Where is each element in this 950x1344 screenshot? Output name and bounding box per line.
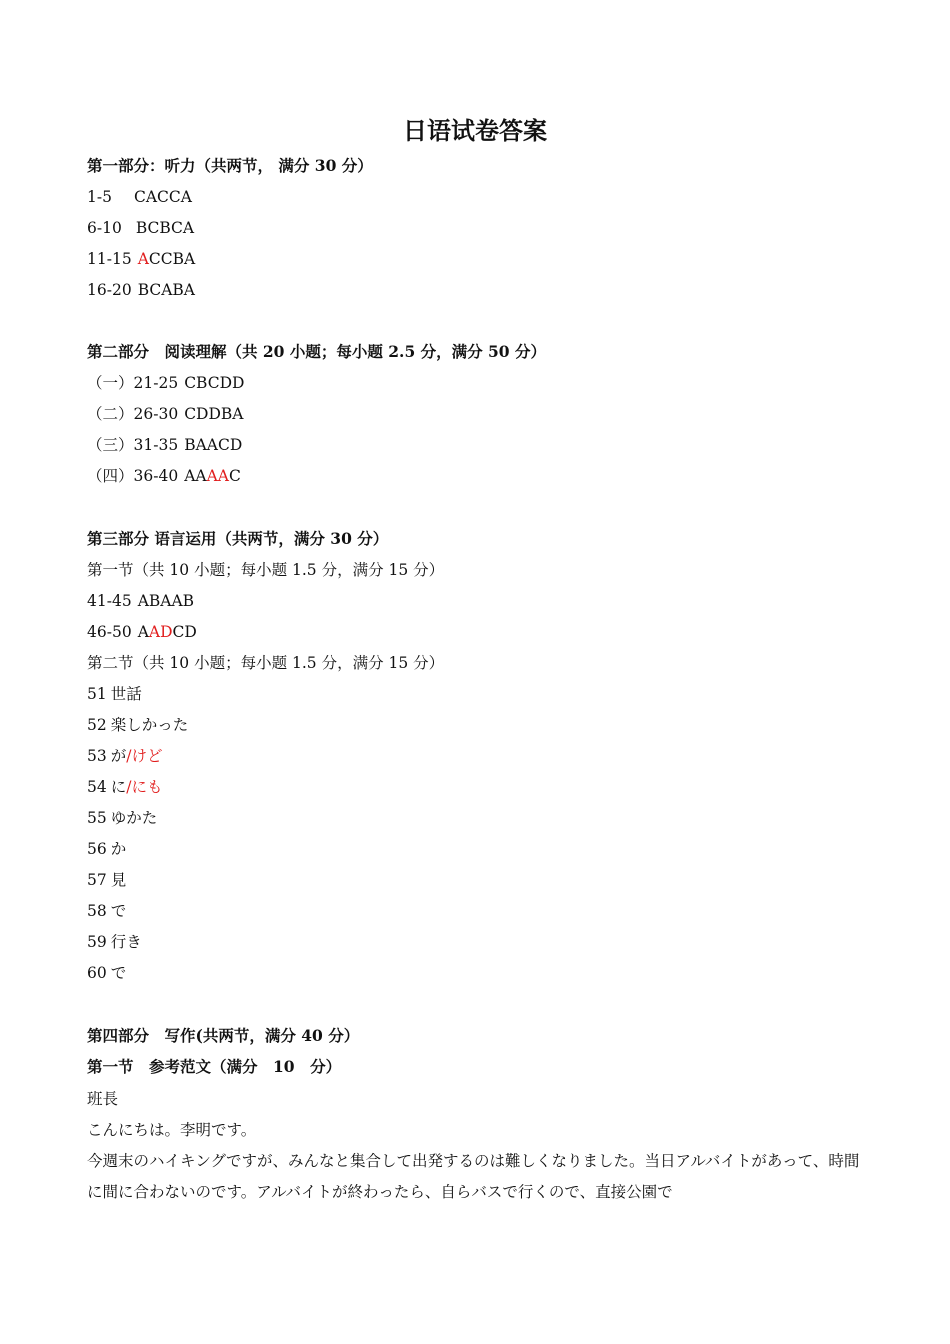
answer-letters: BAACD (184, 436, 243, 454)
answer-range: （一）21-25 (87, 374, 179, 392)
fill-answer (87, 776, 162, 798)
fill-answer (87, 745, 162, 767)
essay-salutation: 班長 (87, 1090, 119, 1108)
answer-text: 見 (110, 871, 127, 889)
answer-range: 11-15 (87, 250, 132, 268)
answer-range: （二）26-30 (87, 405, 179, 423)
question-number: 56 (87, 840, 107, 858)
part1-heading: 第一部分：听力（共两节， 满分 30 分） (87, 156, 373, 175)
answer-row (87, 590, 194, 612)
question-number: 57 (87, 871, 107, 889)
fill-answer (87, 931, 142, 953)
fill-answer (87, 683, 142, 705)
answer-row (87, 248, 195, 270)
answer-row (87, 434, 242, 456)
answer-range: （四）36-40 (87, 467, 179, 485)
question-number: 60 (87, 964, 107, 982)
answer-range: 1-5 (87, 188, 112, 206)
question-number: 54 (87, 778, 107, 796)
essay-body: 今週末のハイキングですが、みんなと集合して出発するのは難しくなりました。当日アルバイトがあって、時間に間に合わないのです。アルバイトが終わったら、自らバスで行くので、直接公園で (87, 1152, 860, 1201)
answer-letters: CDDBA (184, 405, 244, 423)
question-number: 53 (87, 747, 107, 765)
fill-answer (87, 838, 126, 860)
fill-answer (87, 714, 188, 736)
part2-heading: 第二部分 阅读理解（共 20 小题；每小题 2.5 分，满分 50 分） (87, 342, 546, 361)
answer-row (87, 279, 195, 301)
answer-letters: BCABA (137, 281, 196, 299)
alternate-answer: /にも (126, 778, 163, 796)
section-heading: 第二节（共 10 小题；每小题 1.5 分，满分 15 分） (87, 654, 445, 672)
question-number: 59 (87, 933, 107, 951)
answer-range: （三）31-35 (87, 436, 179, 454)
answer-text: に (110, 778, 127, 796)
corrected-answer: AD (148, 623, 173, 641)
answer-text: 楽しかった (110, 716, 189, 734)
answer-letters: C (228, 467, 241, 485)
answer-letters: BCBCA (135, 219, 195, 237)
section-heading: 第一节 参考范文（满分 10 分） (87, 1057, 342, 1076)
answer-letters: CCBA (148, 250, 196, 268)
answer-letters: CD (172, 623, 197, 641)
answer-text: が (110, 747, 127, 765)
question-number: 55 (87, 809, 107, 827)
answer-text: か (110, 840, 127, 858)
answer-letters: A (137, 623, 149, 641)
answer-range: 6-10 (87, 219, 122, 237)
answer-range: 46-50 (87, 623, 132, 641)
question-number: 51 (87, 685, 107, 703)
essay-greeting: こんにちは。李明です。 (87, 1121, 257, 1139)
answer-row (87, 403, 244, 425)
part3-heading: 第三部分 语言运用（共两节，满分 30 分） (87, 529, 389, 548)
answer-range: 16-20 (87, 281, 132, 299)
fill-answer (87, 869, 126, 891)
answer-letters: AA (184, 467, 207, 485)
answer-text: で (110, 902, 127, 920)
answer-text: 世話 (110, 685, 142, 703)
corrected-answer: AA (206, 467, 229, 485)
answer-row (87, 186, 192, 208)
answer-row (87, 621, 197, 643)
answer-text: で (110, 964, 127, 982)
question-number: 58 (87, 902, 107, 920)
question-number: 52 (87, 716, 107, 734)
fill-answer (87, 900, 126, 922)
answer-row (87, 465, 241, 487)
answer-text: 行き (110, 933, 142, 951)
fill-answer (87, 807, 157, 829)
answer-row (87, 372, 244, 394)
answer-letters: CBCDD (184, 374, 245, 392)
fill-answer (87, 962, 126, 984)
page-title: 日语试卷答案 (403, 117, 547, 145)
answer-text: ゆかた (110, 809, 158, 827)
alternate-answer: /けど (126, 747, 163, 765)
answer-range: 41-45 (87, 592, 132, 610)
answer-row (87, 217, 194, 239)
section-heading: 第一节（共 10 小题；每小题 1.5 分，满分 15 分） (87, 561, 445, 579)
part4-heading: 第四部分 写作(共两节，满分 40 分） (87, 1026, 360, 1045)
answer-letters: ABAAB (137, 592, 195, 610)
answer-letters: CACCA (133, 188, 192, 206)
corrected-answer: A (137, 250, 149, 268)
